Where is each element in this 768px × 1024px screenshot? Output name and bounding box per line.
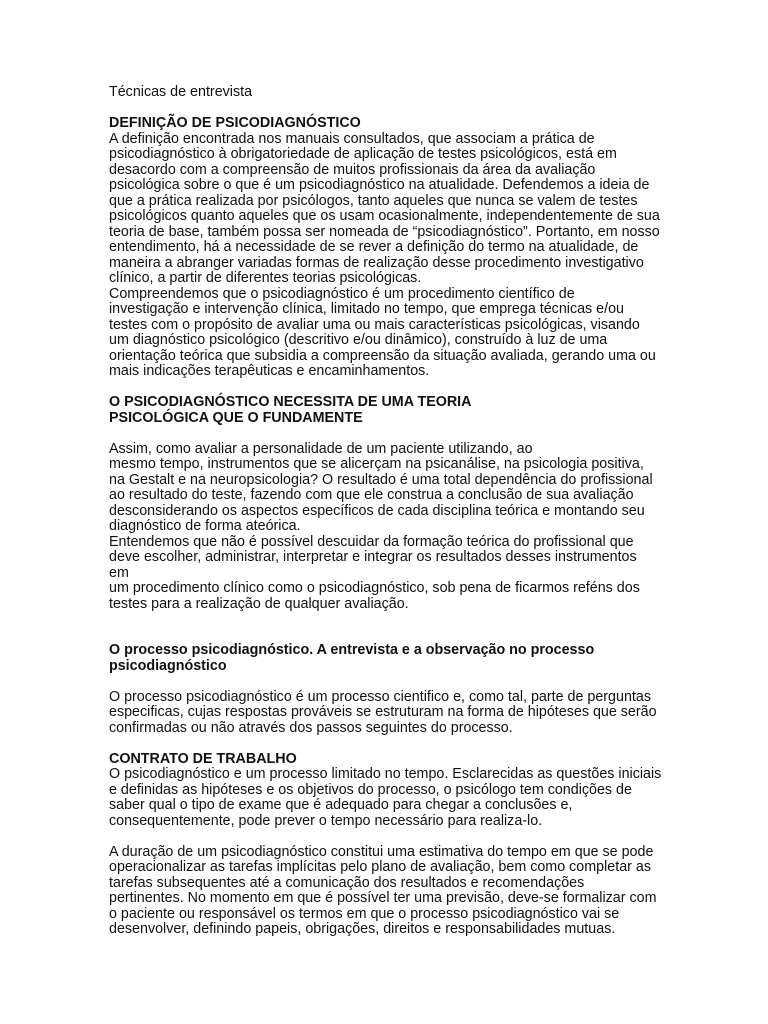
text-line: que a prática realizada por psicólogos, tanto aqueles que nunca se valem de testes [109, 192, 638, 209]
section-heading: PSICOLÓGICA QUE O FUNDAMENTE [109, 409, 363, 426]
spacer [109, 612, 668, 643]
paragraph [109, 287, 668, 380]
spacer [109, 101, 668, 117]
text-line: mesmo tempo, instrumentos que se alicerçam na psicanálise, na psicologia positiva, [109, 456, 644, 472]
section-heading: psicodiagnóstico [109, 657, 227, 674]
section-definicao [109, 116, 668, 380]
spacer [109, 426, 668, 442]
section-heading: CONTRATO DE TRABALHO [109, 750, 297, 767]
text-line: um diagnóstico psicológico (descritivo e/ou dinâmico), construído à luz de uma [109, 332, 608, 348]
text-line: Assim, como avaliar a personalidade de um paciente utilizando, ao [109, 440, 533, 457]
text-line: O processo psicodiagnóstico é um processo cientifico e, como tal, parte de perguntas [109, 688, 651, 705]
text-line: mais indicações terapêuticas e encaminhamentos. [109, 363, 430, 379]
text-line: testes para a realização de qualquer avaliação. [109, 595, 409, 612]
section-processo [109, 643, 668, 736]
spacer [109, 380, 668, 396]
text-line: o paciente ou responsável os termos em que o processo psicodiagnóstico vai se [109, 905, 620, 922]
text-line: e definidas as hipóteses e os objetivos do processo, o psicólogo tem condições de [109, 781, 632, 798]
paragraph [109, 690, 668, 737]
paragraph [109, 132, 668, 287]
text-line: A duração de um psicodiagnóstico constitui uma estimativa do tempo em que se pode [109, 843, 654, 860]
paragraph [109, 845, 668, 938]
text-line: psicológicos quanto aqueles que os usam ocasionalmente, independentemente de sua [109, 208, 660, 224]
text-line: Compreendemos que o psicodiagnóstico é um procedimento científico de [109, 285, 575, 302]
text-line: um procedimento clínico como o psicodiagnóstico, sob pena de ficarmos reféns dos [109, 580, 640, 596]
section-heading: DEFINIÇÃO DE PSICODIAGNÓSTICO [109, 115, 361, 131]
text-line: desenvolver, definindo papeis, obrigações, direitos e responsabilidades mutuas. [109, 921, 616, 937]
text-line: tarefas subsequentes até a comunicação dos resultados e recomendações [109, 874, 585, 891]
text-line: teoria de base, também possa ser nomeada de “psicodiagnóstico”. Portanto, em nosso [109, 223, 660, 240]
text-line: entendimento, há a necessidade de se rever a definição do termo na atualidade, de [109, 239, 639, 255]
section-contrato [109, 752, 668, 938]
paragraph [109, 767, 668, 829]
text-line: orientação teórica que subsidia a compreensão da situação avaliada, gerando uma ou [109, 347, 656, 364]
text-line: deve escolher, administrar, interpretar e integrar os resultados desses instrumentos [109, 549, 637, 565]
paragraph [109, 442, 668, 535]
section-heading: O processo psicodiagnóstico. A entrevista e a observação no processo [109, 642, 595, 658]
document-title: Técnicas de entrevista [109, 84, 253, 100]
text-line: psicodiagnóstico à obrigatoriedade de aplicação de testes psicológicos, está em [109, 146, 617, 162]
text-line: O psicodiagnóstico e um processo limitado no tempo. Esclarecidas as questões iniciais [109, 766, 662, 782]
text-line: diagnóstico de forma ateórica. [109, 518, 301, 534]
text-line: especificas, cujas respostas prováveis se estruturam na forma de hipóteses que serão [109, 704, 657, 720]
text-line: clínico, a partir de diferentes teorias psicológicas. [109, 270, 422, 286]
text-line: ao resultado do teste, fazendo com que ele construa a conclusão de sua avaliação [109, 487, 634, 503]
text-line: maneira a abranger variadas formas de realização desse procedimento investigativo [109, 254, 644, 271]
section-heading: O PSICODIAGNÓSTICO NECESSITA DE UMA TEORIA [109, 394, 472, 410]
text-line: Entendemos que não é possível descuidar da formação teórica do profissional que [109, 533, 634, 550]
text-line: confirmadas ou não através dos passos seguintes do processo. [109, 719, 513, 736]
text-line: operacionalizar as tarefas implícitas pelo plano de avaliação, bem como completar as [109, 859, 651, 875]
spacer [109, 674, 668, 690]
spacer [109, 736, 668, 752]
text-line: testes com o propósito de avaliar uma ou mais características psicológicas, visando [109, 316, 640, 333]
text-line: pertinentes. No momento em que é possível ter uma previsão, deve-se formalizar com [109, 890, 657, 906]
text-line: desacordo com a compreensão de muitos profissionais da área da avaliação [109, 161, 596, 178]
paragraph [109, 535, 668, 613]
text-line: investigação e intervenção clínica, limitado no tempo, que emprega técnicas e/ou [109, 301, 624, 317]
spacer [109, 829, 668, 845]
text-line: desconsiderando os aspectos específicos de cada disciplina teórica e montando seu [109, 502, 645, 519]
text-line: na Gestalt e na neuropsicologia? O resultado é uma total dependência do profissional [109, 471, 653, 488]
text-line: saber qual o tipo de exame que é adequado para chegar a conclusões e, [109, 797, 573, 813]
text-line: A definição encontrada nos manuais consultados, que associam a prática de [109, 130, 595, 147]
text-line: em [109, 564, 129, 581]
section-teoria [109, 395, 668, 612]
text-line: psicológica sobre o que é um psicodiagnóstico na atualidade. Defendemos a ideia de [109, 177, 650, 193]
text-line: consequentemente, pode prever o tempo necessário para realiza-lo. [109, 812, 543, 829]
